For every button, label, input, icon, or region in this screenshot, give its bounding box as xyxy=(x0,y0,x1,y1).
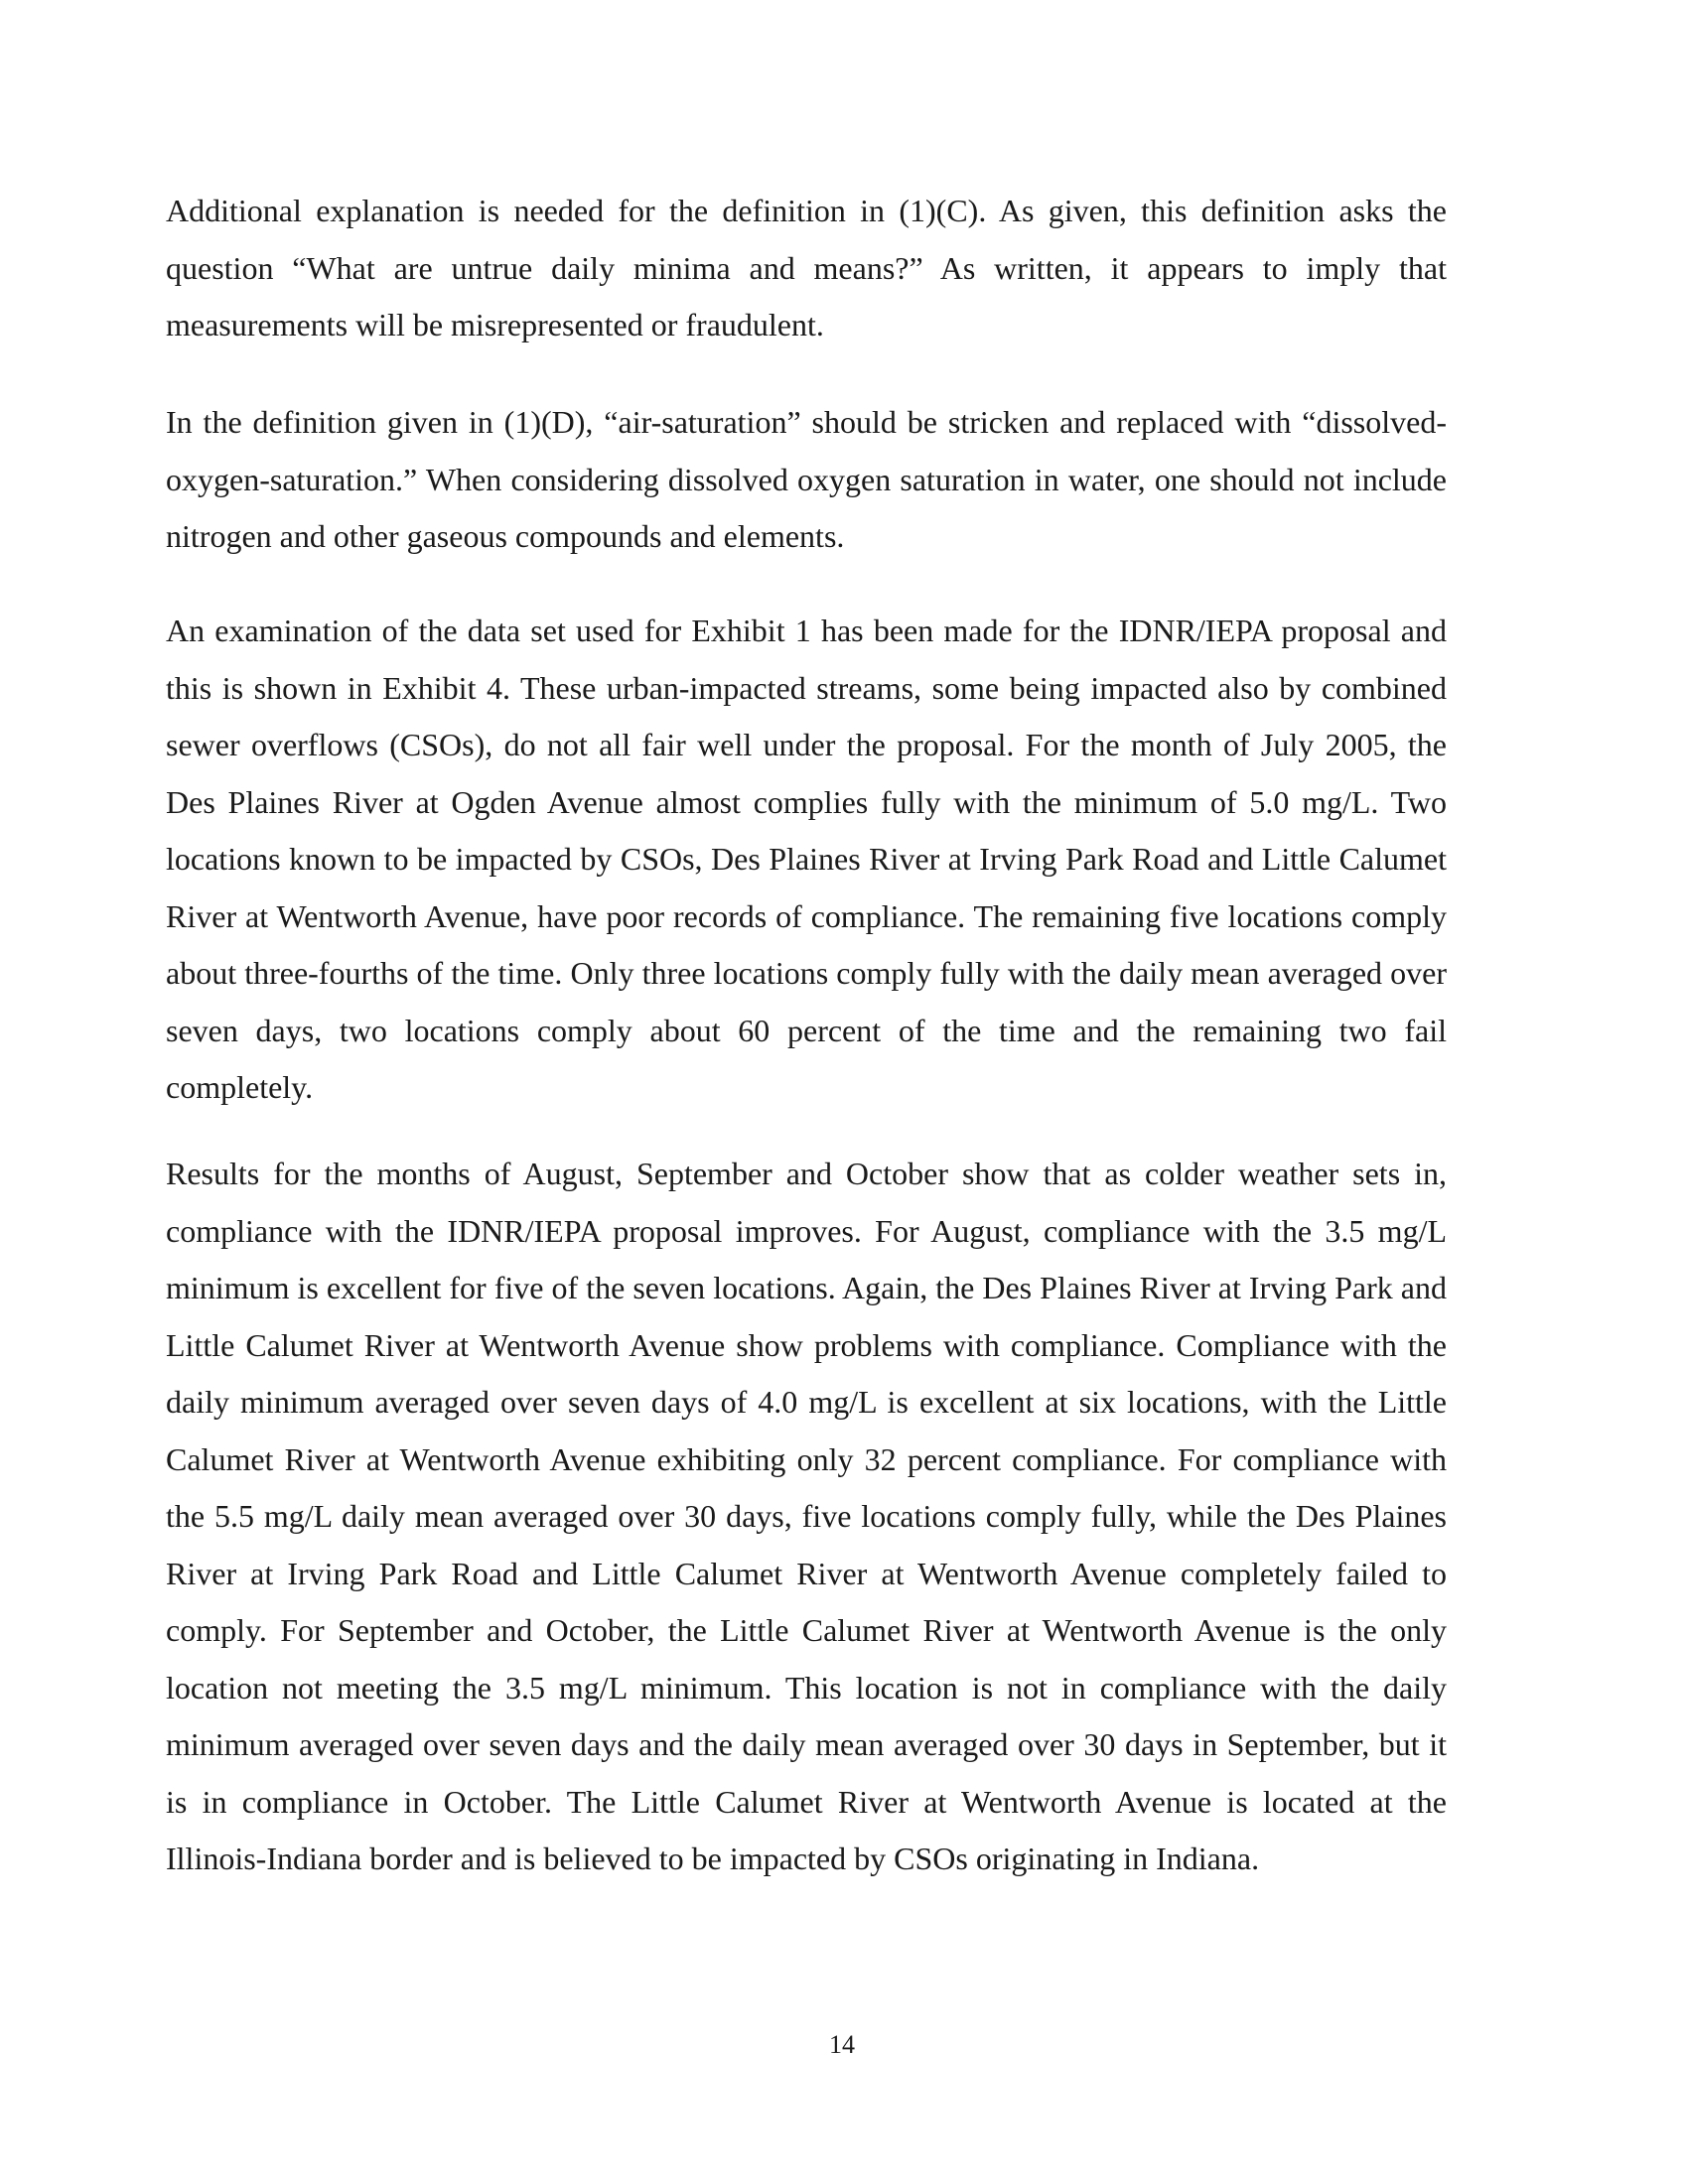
paragraph-exhibit-examination: An examination of the data set used for Exhibit 1 has been made for the IDNR/IEPA proposal and this is shown in Exhibit 4. These urban-impacted streams, some being impacted also by combined sewer overflows (CSOs), do not all fair well under the proposal. For the month of July 2005, the Des Plaines River at Ogden Avenue almost complies fully with the minimum of 5.0 mg/L. Two locations known to be impacted by CSOs, Des Plaines River at Irving Park Road and Little Calumet River at Wentworth Avenue, have poor records of compliance. The remaining five locations comply about three-fourths of the time. Only three locations comply fully with the daily mean averaged over seven days, two locations comply about 60 percent of the time and the remaining two fail completely. xyxy=(166,613,1447,1105)
paragraph-definition-1d: In the definition given in (1)(D), “air-saturation” should be stricken and replaced with “dissolved-oxygen-saturation.” When considering dissolved oxygen saturation in water, one should not include nitrogen and other gaseous compounds and elements. xyxy=(166,404,1447,554)
page-number: 14 xyxy=(829,2030,855,2059)
paragraph-definition-1c: Additional explanation is needed for the definition in (1)(C). As given, this definition asks the question “What are untrue daily minima and means?” As written, it appears to imply that measurements will be misrepresented or fraudulent. xyxy=(166,193,1447,342)
paragraph-monthly-results: Results for the months of August, September and October show that as colder weather sets in, compliance with the IDNR/IEPA proposal improves. For August, compliance with the 3.5 mg/L minimum is excellent for five of the seven locations. Again, the Des Plaines River at Irving Park and Little Calumet River at Wentworth Avenue show problems with compliance. Compliance with the daily minimum averaged over seven days of 4.0 mg/L is excellent at six locations, with the Little Calumet River at Wentworth Avenue exhibiting only 32 percent compliance. For compliance with the 5.5 mg/L daily mean averaged over 30 days, five locations comply fully, while the Des Plaines River at Irving Park Road and Little Calumet River at Wentworth Avenue completely failed to comply. For September and October, the Little Calumet River at Wentworth Avenue is the only location not meeting the 3.5 mg/L minimum. This location is not in compliance with the daily minimum averaged over seven days and the daily mean averaged over 30 days in September, but it is in compliance in October. The Little Calumet River at Wentworth Avenue is located at the Illinois-Indiana border and is believed to be impacted by CSOs originating in Indiana. xyxy=(166,1156,1447,1876)
